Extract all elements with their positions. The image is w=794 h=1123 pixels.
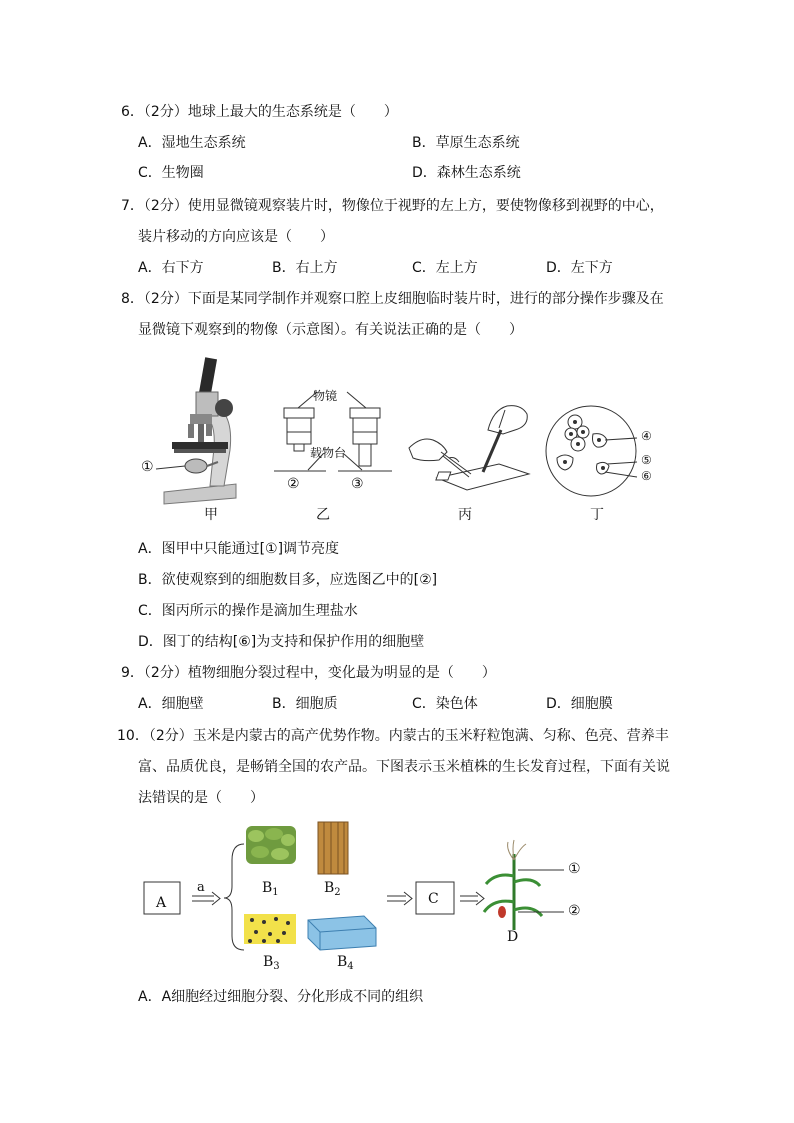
q8-caption-yi: 乙	[316, 507, 330, 523]
q10-label-b1: $B_1$	[262, 880, 279, 898]
q8-option-a: A．图甲中只能通过[①]调节亮度	[138, 541, 340, 557]
q10-stem-line1: 10．（2分）玉米是内蒙古的高产优势作物。内蒙古的玉米籽粒饱满、匀称、色亮、营养丰	[117, 728, 669, 744]
q10-stem-line2: 富、品质优良，是畅销全国的农产品。下图表示玉米植株的生长发育过程，下面有关说	[138, 759, 670, 775]
q8-caption-bing: 丙	[458, 507, 472, 523]
q8-caption-jia: 甲	[204, 507, 218, 523]
q9-option-b: B．细胞质	[272, 696, 338, 712]
q8-caption-ding: 丁	[590, 507, 604, 523]
q10-label-d: D	[507, 929, 519, 945]
q8-option-c: C．图丙所示的操作是滴加生理盐水	[138, 603, 358, 619]
q10-box-c-label: C	[428, 891, 439, 907]
q10-label-b3: $B_3$	[263, 954, 280, 972]
q7-stem-line1: 7．（2分）使用显微镜观察装片时，物像位于视野的左上方，要使物像移到视野的中心，	[121, 198, 664, 214]
q8-objective-label: 物镜	[313, 389, 338, 403]
q8-stem-line1: 8．（2分）下面是某同学制作并观察口腔上皮细胞临时装片时，进行的部分操作步骤及在	[121, 291, 664, 307]
q8-option-d: D．图丁的结构[⑥]为支持和保护作用的细胞壁	[138, 634, 425, 650]
q8-label-4: ④	[641, 429, 652, 443]
q9-stem: 9．（2分）植物细胞分裂过程中，变化最为明显的是（ ）	[121, 665, 496, 681]
q10-stem-line3: 法错误的是（ ）	[138, 790, 264, 806]
q10-arrow-a-label: a	[197, 880, 205, 895]
q6-option-a: A．湿地生态系统	[138, 135, 246, 151]
q6-stem: 6．（2分）地球上最大的生态系统是（ ）	[121, 104, 398, 120]
q6-option-b: B．草原生态系统	[412, 135, 520, 151]
q10-box-a-label: A	[156, 895, 167, 911]
q7-option-d: D．左下方	[546, 260, 613, 276]
q6-option-d: D．森林生态系统	[412, 165, 521, 181]
q9-option-a: A．细胞壁	[138, 696, 204, 712]
q8-label-3: ③	[351, 476, 364, 492]
q8-label-1: ①	[141, 459, 154, 475]
q8-stage-label: 载物台	[310, 446, 347, 460]
q7-stem-line2: 装片移动的方向应该是（ ）	[138, 229, 334, 245]
q8-stem-line2: 显微镜下观察到的物像（示意图）。有关说法正确的是（ ）	[138, 322, 523, 338]
q10-label-b2: $B_2$	[324, 880, 341, 898]
cell-view-figure	[545, 404, 665, 500]
q6-option-c: C．生物圈	[138, 165, 204, 181]
q8-label-5: ⑤	[641, 453, 652, 467]
q10-option-a: A．A细胞经过细胞分裂、分化形成不同的组织	[138, 989, 424, 1005]
q9-option-d: D．细胞膜	[546, 696, 613, 712]
slide-preparation-figure	[403, 400, 538, 495]
q10-label-2: ②	[568, 903, 581, 919]
q8-label-6: ⑥	[641, 469, 652, 483]
q10-label-1: ①	[568, 861, 581, 877]
microscope-figure	[138, 352, 250, 512]
q7-option-c: C．左上方	[412, 260, 478, 276]
q7-option-b: B．右上方	[272, 260, 338, 276]
q7-option-a: A．右下方	[138, 260, 204, 276]
q10-label-b4: $B_4$	[337, 954, 354, 972]
q8-label-2: ②	[287, 476, 300, 492]
q9-option-c: C．染色体	[412, 696, 478, 712]
q8-option-b: B．欲使观察到的细胞数目多，应选图乙中的[②]	[138, 572, 438, 588]
corn-development-figure	[140, 820, 610, 980]
